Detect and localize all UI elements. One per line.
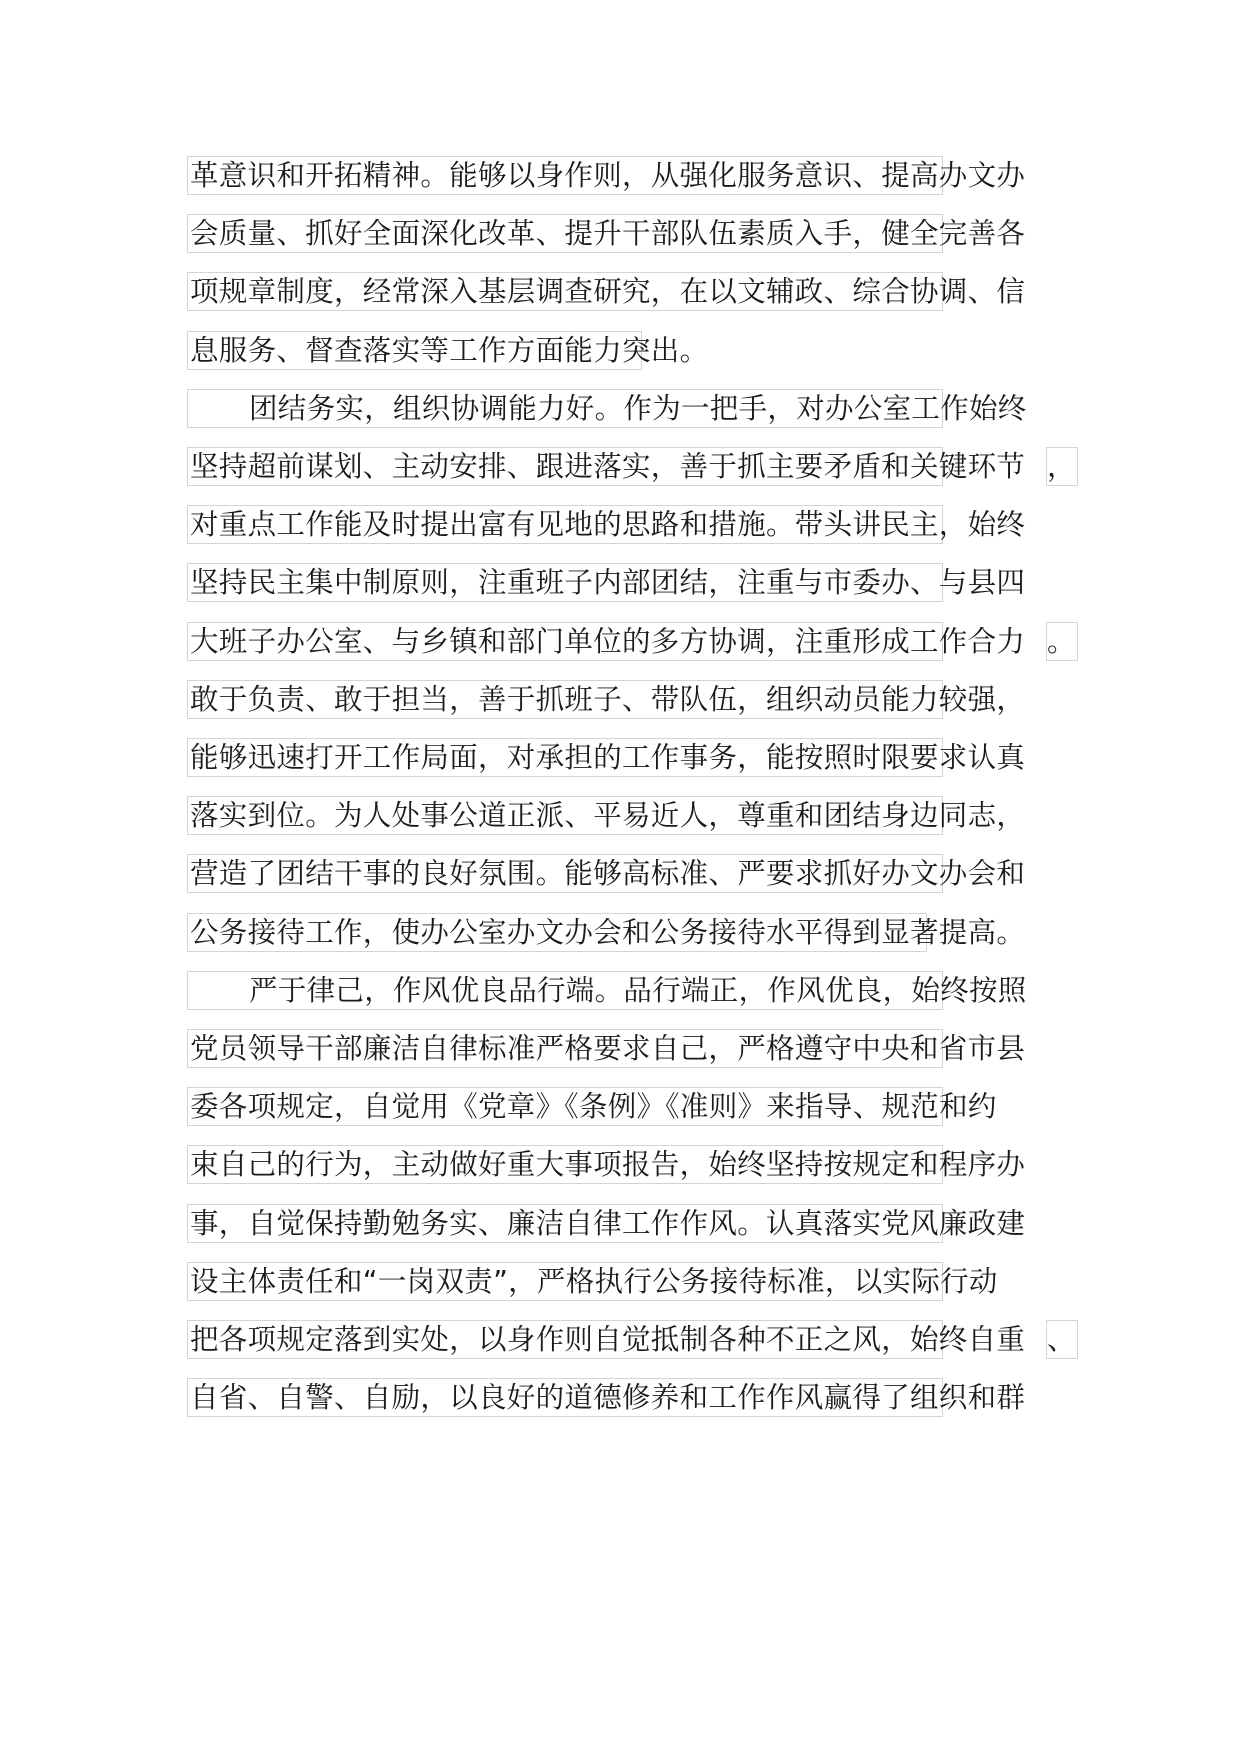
text-line <box>187 1204 1026 1243</box>
line-text: 党员领导干部廉洁自律标准严格要求自己，严格遵守中央和省市县 <box>190 1032 1026 1065</box>
text-line <box>187 1320 1076 1359</box>
text-line <box>187 389 1027 428</box>
line-text: 把各项规定落到实处，以身作则自觉抵制各种不正之风，始终自重 <box>190 1323 1026 1356</box>
text-line <box>187 156 1026 195</box>
text-line <box>187 1262 998 1301</box>
text-line <box>187 331 709 370</box>
line-tail-punctuation: 、 <box>1046 1320 1078 1359</box>
line-tail-punctuation: 。 <box>1046 622 1078 661</box>
text-line <box>187 505 1026 544</box>
text-line <box>187 1145 1026 1184</box>
text-line <box>187 913 1026 952</box>
line-text: 会质量、抓好全面深化改革、提升干部队伍素质入手，健全完善各 <box>190 217 1026 250</box>
text-line <box>187 563 1026 602</box>
line-text: 坚持超前谋划、主动安排、跟进落实，善于抓主要矛盾和关键环节 <box>190 450 1026 483</box>
line-text: 坚持民主集中制原则，注重班子内部团结，注重与市委办、与县四 <box>190 566 1026 599</box>
line-text: 落实到位。为人处事公道正派、平易近人，尊重和团结身边同志， <box>190 799 1026 832</box>
text-line <box>187 1087 997 1126</box>
line-text: 能够迅速打开工作局面，对承担的工作事务，能按照时限要求认真 <box>190 741 1026 774</box>
line-text: 项规章制度，经常深入基层调查研究，在以文辅政、综合协调、信 <box>190 275 1026 308</box>
text-line <box>187 1029 1026 1068</box>
line-text: 大班子办公室、与乡镇和部门单位的多方协调，注重形成工作合力 <box>190 625 1026 658</box>
line-text: 事，自觉保持勤勉务实、廉洁自律工作作风。认真落实党风廉政建 <box>190 1207 1026 1240</box>
text-line <box>187 1378 1026 1417</box>
line-text: 严于律己，作风优良品行端。品行端正，作风优良，始终按照 <box>249 974 1027 1007</box>
line-text: 革意识和开拓精神。能够以身作则，从强化服务意识、提高办文办 <box>190 159 1026 192</box>
line-text: 设主体责任和“一岗双责”，严格执行公务接待标准，以实际行动 <box>190 1265 998 1298</box>
line-text: 对重点工作能及时提出富有见地的思路和措施。带头讲民主，始终 <box>190 508 1026 541</box>
line-tail-punctuation: ， <box>1046 447 1078 486</box>
line-text: 自省、自警、自励，以良好的道德修养和工作作风赢得了组织和群 <box>190 1381 1026 1414</box>
text-line <box>187 272 1026 311</box>
line-text: 息服务、督查落实等工作方面能力突出。 <box>190 334 709 367</box>
text-line <box>187 738 1026 777</box>
line-text: 营造了团结干事的良好氛围。能够高标准、严要求抓好办文办会和 <box>190 857 1026 890</box>
line-text: 束自己的行为，主动做好重大事项报告，始终坚持按规定和程序办 <box>190 1148 1026 1181</box>
text-line <box>187 796 1026 835</box>
text-line <box>187 447 1076 486</box>
text-line <box>187 622 1076 661</box>
text-line <box>187 214 1026 253</box>
line-text: 团结务实，组织协调能力好。作为一把手，对办公室工作始终 <box>249 392 1027 425</box>
text-line <box>187 680 1026 719</box>
line-text: 敢于负责、敢于担当，善于抓班子、带队伍，组织动员能力较强， <box>190 683 1026 716</box>
line-text: 委各项规定，自觉用《党章》《条例》《准则》来指导、规范和约 <box>190 1090 997 1123</box>
text-line <box>187 854 1026 893</box>
text-line <box>187 971 1027 1010</box>
line-text: 公务接待工作，使办公室办文办会和公务接待水平得到显著提高。 <box>190 916 1026 949</box>
